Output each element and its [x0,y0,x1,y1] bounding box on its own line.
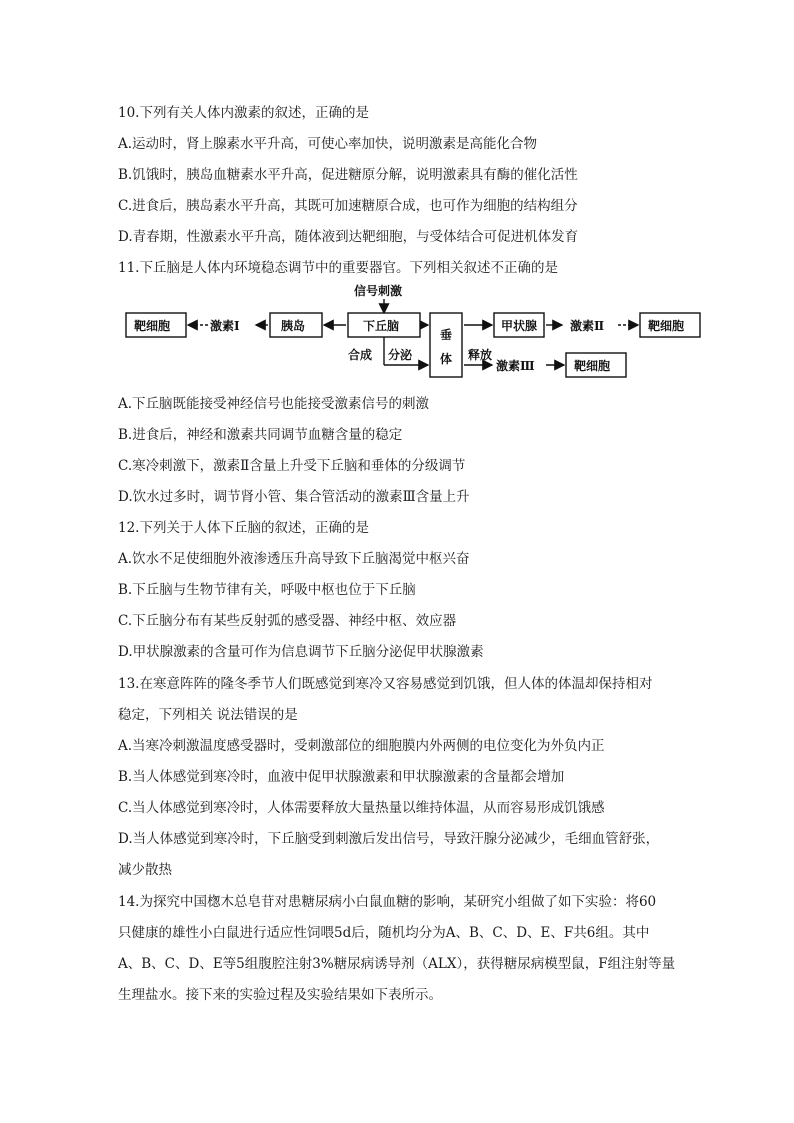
hormone-3-label: 激素Ⅲ [496,359,535,373]
q13-stem-line-1: 13.在寒意阵阵的隆冬季节人们既感觉到寒冷又容易感觉到饥饿，但人体的体温却保持相对 [118,676,653,692]
pituitary-label-top: 垂 [440,328,453,342]
q12-option-b: B.下丘脑与生物节律有关，呼吸中枢也位于下丘脑 [118,582,416,598]
q10-stem: 10.下列有关人体内激素的叙述，正确的是 [118,105,369,121]
signal-label: 信号刺激 [354,284,403,298]
target-cell-1: 靶细胞 [134,319,171,333]
target-cell-2: 靶细胞 [648,319,685,333]
release-label: 释放 [468,348,493,362]
hypothalamus-label: 下丘脑 [363,319,400,333]
q13-option-b: B.当人体感觉到寒冷时，血液中促甲状腺激素和甲状腺激素的含量都会增加 [118,769,565,785]
q12-option-a: A.饮水不足使细胞外液渗透压升高导致下丘脑渴觉中枢兴奋 [118,551,470,567]
q11-option-d: D.饮水过多时，调节肾小管、集合管活动的激素Ⅲ含量上升 [118,489,470,505]
q14-line-4: 生理盐水。接下来的实验过程及实验结果如下表所示。 [118,987,442,1003]
hormone-regulation-diagram [118,283,718,383]
pituitary-label-bottom: 体 [440,352,453,366]
q13-option-a: A.当寒冷刺激温度感受器时，受刺激部位的细胞膜内外两侧的电位变化为外负内正 [118,738,605,754]
q14-line-3: A、B、C、D、E等5组腹腔注射3%糖尿病诱导剂（ALX），获得糖尿病模型鼠，F组注射等量 [118,956,676,972]
hormone-1-label: 激素Ⅰ [210,319,240,333]
q10-option-b: B.饥饿时，胰岛血糖素水平升高，促进糖原分解，说明激素具有酶的催化活性 [118,167,578,183]
q13-stem-line-2: 稳定，下列相关 说法错误的是 [118,707,298,723]
q14-line-1: 14.为探究中国楤木总皂苷对患糖尿病小白鼠血糖的影响，某研究小组做了如下实验：将60 [118,894,657,910]
q12-option-d: D.甲状腺激素的含量可作为信息调节下丘脑分泌促甲状腺激素 [118,644,484,660]
q13-option-c: C.当人体感觉到寒冷时，人体需要释放大量热量以维持体温，从而容易形成饥饿感 [118,800,605,816]
q11-stem: 11.下丘脑是人体内环境稳态调节中的重要器官。下列相关叙述不正确的是 [118,260,558,276]
hormone-2-label: 激素Ⅱ [570,319,605,333]
q11-option-a: A.下丘脑既能接受神经信号也能接受激素信号的刺激 [118,396,430,412]
q13-option-d: D.当人体感觉到寒冷时，下丘脑受到刺激后发出信号，导致汗腺分泌减少，毛细血管舒张， [118,831,660,847]
secretion-label: 分泌 [388,348,413,362]
q11-option-c: C.寒冷刺激下，激素Ⅱ含量上升受下丘脑和垂体的分级调节 [118,458,466,474]
q10-option-d: D.青春期，性激素水平升高，随体液到达靶细胞，与受体结合可促进机体发育 [118,229,579,245]
q14-line-2: 只健康的雄性小白鼠进行适应性饲喂5d后，随机均分为A、B、C、D、E、F共6组。其中 [118,925,650,941]
q13-option-d-continued: 减少散热 [118,862,172,878]
target-cell-3: 靶细胞 [574,359,611,373]
q11-option-b: B.进食后，神经和激素共同调节血糖含量的稳定 [118,427,403,443]
q10-option-c: C.进食后，胰岛素水平升高，其既可加速糖原合成，也可作为细胞的结构组分 [118,198,578,214]
q12-stem: 12.下列关于人体下丘脑的叙述，正确的是 [118,520,369,536]
pancreas-label: 胰岛 [281,319,306,333]
synthesis-label: 合成 [348,348,373,362]
q12-option-c: C.下丘脑分布有某些反射弧的感受器、神经中枢、效应器 [118,613,457,629]
thyroid-label: 甲状腺 [501,319,538,333]
q10-option-a: A.运动时，肾上腺素水平升高，可使心率加快，说明激素是高能化合物 [118,136,538,152]
